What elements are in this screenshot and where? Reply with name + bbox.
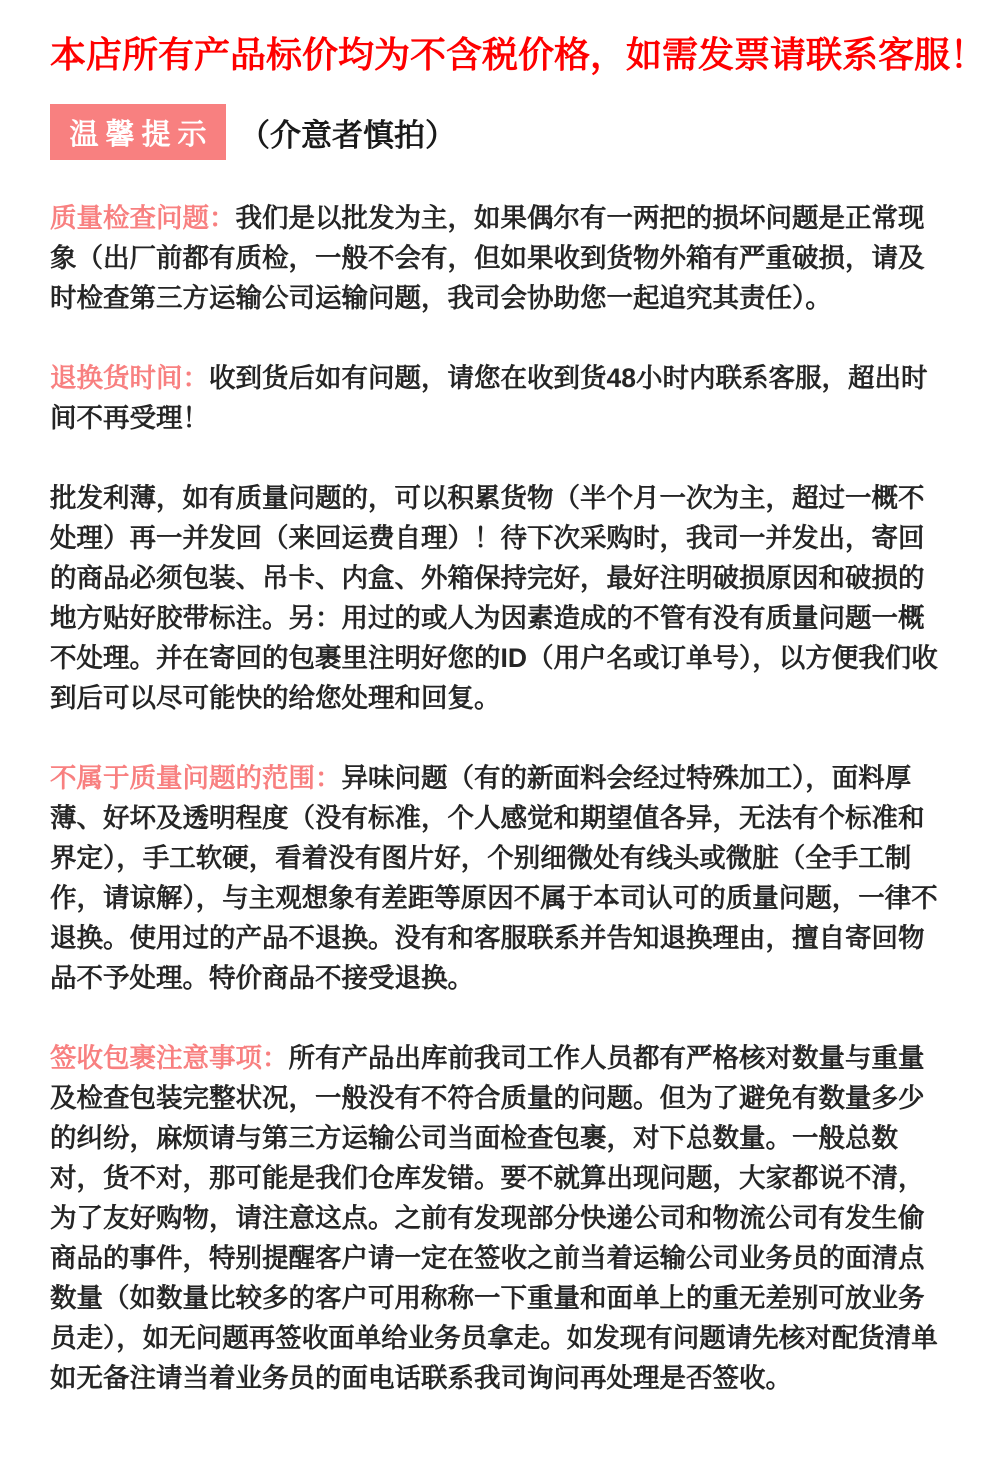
paragraph-package-signing-label: 签收包裹注意事项： <box>50 1043 289 1073</box>
paragraph-wholesale-policy-text: 批发利薄，如有质量问题的，可以积累货物（半个月一次为主，超过一概不处理）再一并发回（来回运费自理）！待下次采购时，我司一并发出，寄回的商品必须包装、吊卡、内盒、外箱保持完好，最好注明破损原因和破损的地方贴好胶带标注。另：用过的或人为因素造成的不管有没有质量问题一概不处理。并在寄回的包裹里注明好您的ID（用户名或订单号），以方便我们收到后可以尽可能快的给您处理和回复。 <box>50 483 938 713</box>
paragraph-quality-check <box>50 198 950 318</box>
paragraph-quality-check-text: 我们是以批发为主，如果偶尔有一两把的损坏问题是正常现象（出厂前都有质检，一般不会有，但如果收到货物外箱有严重破损，请及时检查第三方运输公司运输问题，我司会协助您一起追究其责任）。 <box>50 203 925 313</box>
paragraph-return-window-text: 收到货后如有问题，请您在收到货48小时内联系客服，超出时间不再受理！ <box>50 363 928 433</box>
tax-notice-header: 本店所有产品标价均为不含税价格，如需发票请联系客服！ <box>50 34 987 75</box>
warm-tip-suffix: （介意者慎拍） <box>239 117 456 153</box>
paragraph-not-quality-issues <box>50 758 950 998</box>
paragraph-quality-check-label: 质量检查问题： <box>50 203 236 233</box>
paragraph-wholesale-policy <box>50 478 950 718</box>
paragraph-not-quality-issues-label: 不属于质量问题的范围： <box>50 763 342 793</box>
paragraph-package-signing <box>50 1038 950 1398</box>
paragraph-return-window-label: 退换货时间： <box>50 363 209 393</box>
paragraph-not-quality-issues-text: 异味问题（有的新面料会经过特殊加工），面料厚薄、好坏及透明程度（没有标准，个人感觉和期望值各异，无法有个标准和界定），手工软硬，看着没有图片好，个别细微处有线头或微脏（全手工制作，请谅解），与主观想象有差距等原因不属于本司认可的质量问题，一律不退换。使用过的产品不退换。没有和客服联系并告知退换理由，擅自寄回物品不予处理。特价商品不接受退换。 <box>50 763 938 993</box>
policy-paragraphs <box>50 198 950 1398</box>
warm-tip-row <box>50 104 950 160</box>
paragraph-package-signing-text: 所有产品出库前我司工作人员都有严格核对数量与重量及检查包装完整状况，一般没有不符合质量的问题。但为了避免有数量多少的纠纷，麻烦请与第三方运输公司当面检查包裹，对下总数量。一般总数对，货不对，那可能是我们仓库发错。要不就算出现问题，大家都说不清，为了友好购物，请注意这点。之前有发现部分快递公司和物流公司有发生偷商品的事件，特别提醒客户请一定在签收之前当着运输公司业务员的面清点数量（如数量比较多的客户可用称称一下重量和面单上的重无差别可放业务员走），如无问题再签收面单给业务员拿走。如发现有问题请先核对配货清单如无备注请当着业务员的面电话联系我司询问再处理是否签收。 <box>50 1043 938 1393</box>
warm-tip-badge: 温馨提示 <box>50 104 226 160</box>
paragraph-return-window <box>50 358 950 438</box>
